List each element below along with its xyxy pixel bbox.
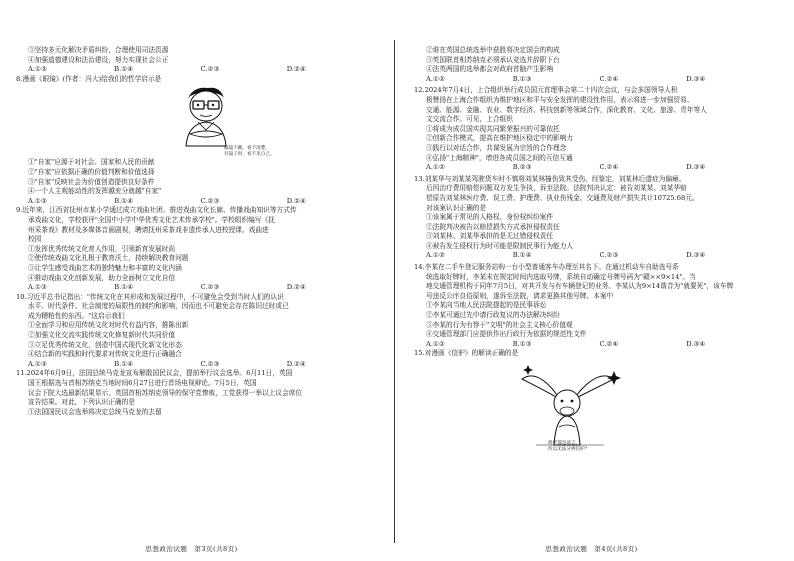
q9-option-a[interactable]: A.①③ [28, 283, 47, 292]
donkey-cartoon [514, 361, 654, 453]
q13-statement-4: ④被告发生侵权行为时可能是限制民事行为能力人 [426, 241, 574, 250]
q11-statement-4: ④法英两国的选举都会对政府首脑产生影响 [426, 65, 554, 74]
q12-statement-2: ②创新合作模式，提高在维护地区稳定中的影响力 [426, 134, 574, 143]
q13-stem-line: 对该案认识正确的是 [426, 203, 487, 212]
q11-option-d[interactable]: D.③④ [686, 74, 706, 83]
q9-options [16, 283, 373, 293]
q9-option-c[interactable]: C.②③ [200, 283, 220, 292]
q11-statement-3: ③英国联首相苏纳克必须承认竞选并辞职下台 [426, 55, 560, 64]
q11-stem-line: 宣告结果。对此，下列认识正确的是 [28, 398, 135, 407]
q9-option-b[interactable]: B.①④ [114, 283, 134, 292]
q12-option-b[interactable]: B.②③ [512, 163, 532, 172]
q14-stem-line: 统选取好牌时，李某未在规定时间内选取号牌，系统自动确定号牌号码为"赣××9×14"。当 [426, 272, 696, 281]
q8-statement-2: ②"自家"应依据正确的价值判断和价值选择 [28, 167, 155, 176]
q12-option-c[interactable]: C.②④ [599, 163, 619, 172]
q7-option-a[interactable]: A.①③ [28, 65, 47, 74]
q8-option-a[interactable]: A.①③ [28, 196, 47, 205]
q12-statement-4: ④弘扬"上海精神"，增进各成员国之间的互信互通 [426, 153, 573, 162]
q14-option-a[interactable]: A.①② [426, 339, 445, 348]
q9-statement-2: ②使传统戏曲文化扎根于教育沃土，持续解决教育问题 [28, 254, 189, 263]
q11-stem-line: 议会下院大选最新结果显示，英国首相苏纳克领导的保守党惨败，工党获得一举以上议会席位 [28, 388, 303, 397]
q12-stem-line: 极赞扬在上海合作组织为维护地区和平与安全发挥的建设性作用，表示将进一步加强贸易、 [426, 95, 694, 104]
q7-option-b[interactable]: B.①④ [114, 65, 134, 74]
q10-statement-1: ①全面学习和应用传统文化对时代有益内容，推陈出新 [28, 321, 189, 330]
q10-statement-4: ④结合新的实践和时代要求对传统文化进行正确融合 [28, 350, 182, 359]
q9-stem-line: 州采茶戏》教材及多媒体音画剧视，聘请抚州采茶戏非遗传承人进校授课。戏曲进 [28, 225, 269, 234]
q11-option-a[interactable]: A.①② [426, 74, 445, 83]
q14-option-c[interactable]: C.②④ [599, 339, 619, 348]
q12-stem-line: 12.2024年7月4日，上合组织举行成员国元首理事会第二十四次会议，与会多国领导人积 [414, 86, 678, 95]
q8-option-d[interactable]: D.②④ [286, 196, 306, 205]
q11-option-b[interactable]: B.①③ [512, 74, 532, 83]
q9-statement-4: ④推动戏曲文化创新发展，助力全面树立文化自信 [28, 273, 176, 282]
q7-option-d[interactable]: D.②④ [286, 65, 306, 74]
q9-option-d[interactable]: D.②④ [286, 283, 306, 292]
q11-stem-line: 国王根据选与首相苏纳克当地时间6月27日进行首场电视辩论。7月5日，英国 [28, 379, 257, 388]
q14-stem-line: 号违反公序良俗原则，遂诉至法院，请求更换其他号牌。本案中 [426, 291, 614, 300]
q10-stem-line: 10.习近平总书记指出："传统文化在其形成和发展过程中，不可避免会受到当时人们的认识 [16, 292, 284, 301]
q13-stem-line: 偿原告刘某林医疗费、误工费、护理费、执业伤残金、交通费及财产损失共计10725.68元。 [426, 193, 699, 202]
q12-stem-line: 文交流合作。可见，上合组织 [426, 115, 513, 124]
q8-statement-3: ③"自家"反映社会为价值创造提供良好条件 [28, 177, 155, 186]
q12-statement-1: ①将成为成员国实现共同繁荣振兴的可靠依托 [426, 124, 560, 133]
q11-statement-1: ①法国国民议会选举将决定总统马克龙的去留 [28, 407, 162, 416]
glasses-cartoon [176, 84, 296, 158]
q14-stem-line: 地交通管理机构于同年7月5日，对其开发与有车辆登记的业务。李某认为9×14谐音为"就要死"，该车牌 [426, 282, 734, 291]
q8-option-b[interactable]: B.①④ [114, 196, 134, 205]
q11-options [414, 75, 773, 85]
glasses-cartoon-caption: 眼镜不戴，看不清楚， 有镜子时，看不见自己。 [224, 146, 275, 158]
q10-stem-line: 水平、时代条件、社会制度的局限性的制约和影响，因而也不可避免会存在陈旧过时或已 [28, 302, 289, 311]
q12-option-a[interactable]: A.①② [426, 163, 445, 172]
exam-page-3 [4, 0, 379, 561]
q14-options [414, 340, 773, 350]
q10-statement-3: ③立足优秀传统文化，创造中国式现代化新文化形态 [28, 340, 182, 349]
q15-stem: 15.对漫画《信驴》的解读正确的是 [414, 349, 519, 358]
q13-stem-line: 后因治疗费用赔偿问题双方发生争执，诉至法院。法院判决认定：被告刘某某、刘某华赔 [426, 184, 687, 193]
q11-statement-2: ②谁在英国总统选举中获胜将决定国会的构成 [426, 46, 560, 54]
q9-statement-1: ①发挥优秀传统文化育人作用，引领新育发展时尚 [28, 244, 176, 253]
q13-statement-1: ①该案属于常见的人格权、身份权纠纷案件 [426, 213, 554, 222]
exam-page-4 [404, 0, 779, 561]
q13-option-d[interactable]: D.③④ [686, 251, 706, 260]
donkey-cartoon-caption: 倚驴都是谣言， 所以无法分辨信驴？ [548, 441, 590, 452]
q12-option-d[interactable]: D.③④ [686, 163, 706, 172]
page-footer-4: 思想政治试题 第4页(共8页) [545, 545, 638, 554]
q7-statement-4: ④加强道德建设和法治建设，努力实现社会公正 [28, 55, 169, 64]
q12-options [414, 163, 773, 173]
donkey-cartoon-drawing [514, 361, 654, 453]
q10-option-b[interactable]: B.①④ [114, 359, 134, 368]
q13-stem-line: 13.刘某华与刘某某驾驶货车时不慎将刘某林撞伤致其受伤，经鉴定，刘某林后遗症为偏瘫。 [414, 174, 686, 183]
q7-options [16, 65, 373, 75]
q13-option-c[interactable]: C.②③ [599, 251, 619, 260]
q14-statement-3: ③李某的行为有悖于"文明"的社会主义核心价值观 [426, 320, 573, 329]
q12-stem-line: 交通、能源、金融、农业、数字经济、科技创新等领域合作，深化教育、文化、旅游、青年等人 [426, 105, 707, 114]
q7-statement-3: ③坚持多元化解决矛盾纠纷，合理使用司法资源 [28, 46, 169, 54]
page-footer-3: 思想政治试题 第3页(共8页) [145, 545, 238, 554]
q9-stem-line: 承戏曲文化，学校获评"全国中小学中华优秀文化艺术传承学校"。学校组织编写《抚 [28, 215, 275, 224]
q13-option-a[interactable]: A.①② [426, 251, 445, 260]
q7-option-c[interactable]: C.②③ [200, 65, 220, 74]
q10-option-d[interactable]: D.②④ [286, 359, 306, 368]
q10-option-c[interactable]: C.②③ [200, 359, 220, 368]
q11-option-c[interactable]: C.②④ [599, 74, 619, 83]
q14-stem-line: 14.李某在二手车登记服务站购一台小型普通客车办理至其名下。在通过机动车自助选号系 [414, 263, 679, 272]
q14-statement-4: ④交通管理部门应提供作出行政行为依据的规范性文件 [426, 330, 587, 339]
q10-statement-2: ②加强文化交流实践传统文化修复新时代共同价值 [28, 331, 176, 340]
q14-option-b[interactable]: B.①③ [512, 339, 532, 348]
q10-stem-line: 成为糟粕性的东西。"这启示我们 [28, 311, 125, 320]
q8-options [16, 197, 373, 207]
q10-options [16, 360, 373, 370]
q14-option-d[interactable]: D.③④ [686, 339, 706, 348]
q14-statement-1: ①李某向当地人民法院提起的是民事诉讼 [426, 301, 547, 310]
q13-statement-2: ②法院判决被告以赔偿损失方式承担侵权责任 [426, 222, 560, 231]
q13-statement-3: ③刘某林、刘某华承担的是无过错侵权责任 [426, 232, 554, 241]
q9-statement-3: ③让学生感受戏曲艺术的独特魅力和丰富的文化内涵 [28, 263, 182, 272]
q12-statement-3: ③践行以对话合作，共谋发展为宗旨的合作理念 [426, 143, 567, 152]
q8-statement-1: ①"自家"应源于对社会、国家和人民的贡献 [28, 158, 155, 167]
q9-stem-line: 9.近年来，江西省抚州市某小学通过成立戏曲社团、推进戏曲文化长廊、传播戏曲知识等方式传 [16, 206, 297, 215]
q8-stem: 8.漫画《眼镜》(作者：冯大)给我们的哲学启示是 [16, 74, 162, 83]
column-divider [394, 40, 395, 543]
q10-option-a[interactable]: A.①③ [28, 359, 47, 368]
q14-statement-2: ②李某可通过先申请行政复议的办法解决纠纷 [426, 311, 560, 320]
q13-options [414, 251, 773, 261]
q13-option-b[interactable]: B.①④ [512, 251, 532, 260]
q8-option-c[interactable]: C.②③ [200, 196, 220, 205]
q11-stem-line: 11.2024年6月9日，法国总统马克龙宣布解散国民议会，提前举行议会选举。6月11日，英国 [16, 369, 293, 378]
q9-stem-line: 校园 [28, 235, 42, 244]
q8-statement-4: ④一个人主观能动性的发挥越充分就越"自家" [28, 187, 162, 196]
